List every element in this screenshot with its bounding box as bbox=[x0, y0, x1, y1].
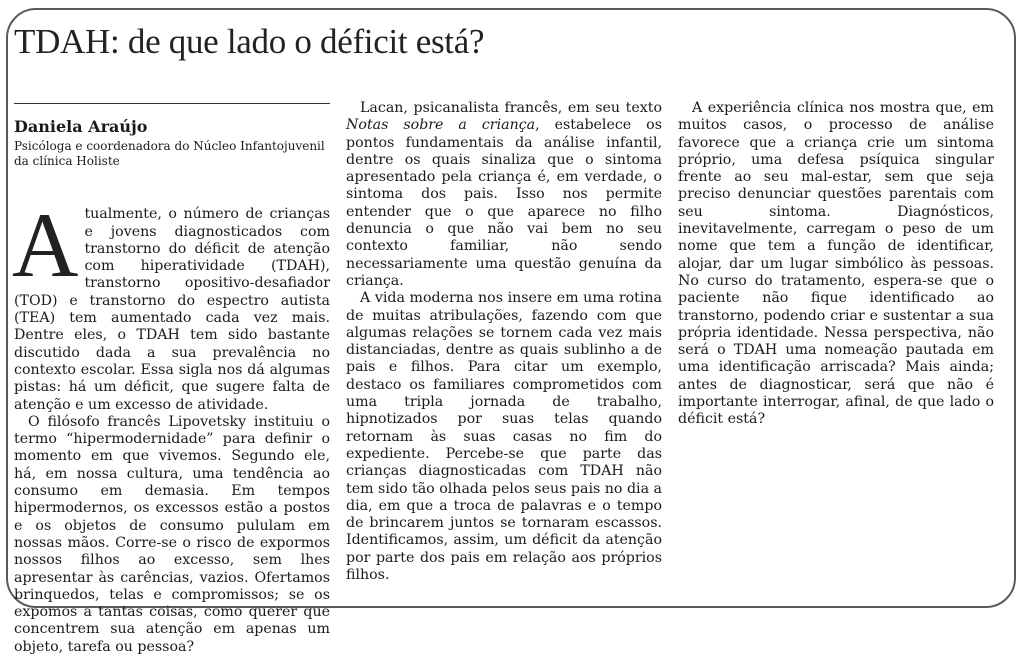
paragraph-3-text-a: Lacan, psicanalista francês, em seu texto bbox=[360, 100, 662, 116]
author-name: Daniela Araújo bbox=[14, 117, 148, 136]
article-column-3 bbox=[678, 100, 994, 429]
cited-work-title: Notas sobre a criança bbox=[346, 117, 536, 134]
paragraph-4: A vida moderna nos insere em uma rotina de muitas atribulações, fazendo com que algumas relações se tornem cada vez mais distanciadas, dentre as quais sublinho a de pais e filhos. Para citar um exemplo, destaco os familiares comprometidos com uma tripla jornada de trabalho, hipnotizados por suas telas quando retornam às suas casas no fim do expediente. Percebe-se que parte das crianças diagnosticadas com TDAH não tem sido tão olhada pelos seus pais no dia a dia, em que a troca de palavras e o tempo de brincarem juntos se tornaram escassos. Identificamos, assim, um déficit da atenção por parte dos pais em relação aos próprios filhos. bbox=[346, 290, 663, 584]
paragraph-1 bbox=[12, 194, 330, 414]
paragraph-1-text: tualmente, o número de crianças e jovens diagnosticados com transtorno do déficit de atenção com hiperatividade (TDAH), transtorno opositivo-desafiador (TOD) e transtorno do espectro autista (TEA) tem aumentado cada vez mais. Dentre eles, o TDAH tem sido bastante discutido dada a sua prevalência no contexto escolar. Essa sigla nos dá algumas pistas: há um déficit, que sugere falta de atenção e um excesso de atividade. bbox=[14, 206, 330, 413]
article-column-2 bbox=[346, 100, 662, 584]
article-title: TDAH: de que lado o déficit está? bbox=[14, 22, 485, 61]
author-divider bbox=[14, 103, 330, 104]
paragraph-3 bbox=[346, 100, 662, 290]
drop-cap: A bbox=[12, 194, 79, 297]
paragraph-2: O filósofo francês Lipovetsky instituiu o termo “hipermodernidade” para definir o momento em que vivemos. Segundo ele, há, em nossa cultura, uma tendência ao consumo em demasia. Em tempos hipermodernos, os excessos estão a postos e os objetos de consumo pululam em nossas mãos. Corre-se o risco de expormos nossos filhos ao excesso, sem lhes apresentar às carências, vazios. Ofertamos brinquedos, telas e compromissos; se os expomos a tantas coisas, como querer que concentrem sua atenção em apenas um objeto, tarefa ou pessoa? bbox=[14, 413, 330, 655]
paragraph-5: A experiência clínica nos mostra que, em muitos casos, o processo de análise favorece que a criança crie um sintoma próprio, uma defesa psíquica singular frente ao seu mal-estar, sem que seja preciso denunciar questões parentais com seu sintoma. Diagnósticos, inevitavelmente, carregam o peso de um nome que tem a função de identificar, alojar, dar um lugar simbólico às pessoas. No curso do tratamento, espera-se que o paciente não fique identificado ao transtorno, podendo criar e sustentar a sua própria identidade. Nessa perspectiva, não será o TDAH uma nomeação pautada em uma identificação arriscada? Mais ainda; antes de diagnosticar, será que não é importante interrogar, afinal, de que lado o déficit está? bbox=[678, 100, 994, 428]
article-column-1 bbox=[14, 103, 330, 656]
paragraph-3-text-b: , estabelece os pontos fundamentais da análise infantil, dentre os quais sinaliza que o sintoma apresentado pela criança é, em verdade, o sintoma dos pais. Isso nos permite entender que o que aparece no filho denuncia o que não vai bem no seu contexto familiar, não sendo necessariamente uma questão genuína da criança. bbox=[346, 117, 662, 289]
author-role: Psicóloga e coordenadora do Núcleo Infantojuvenil da clínica Holiste bbox=[14, 139, 325, 169]
